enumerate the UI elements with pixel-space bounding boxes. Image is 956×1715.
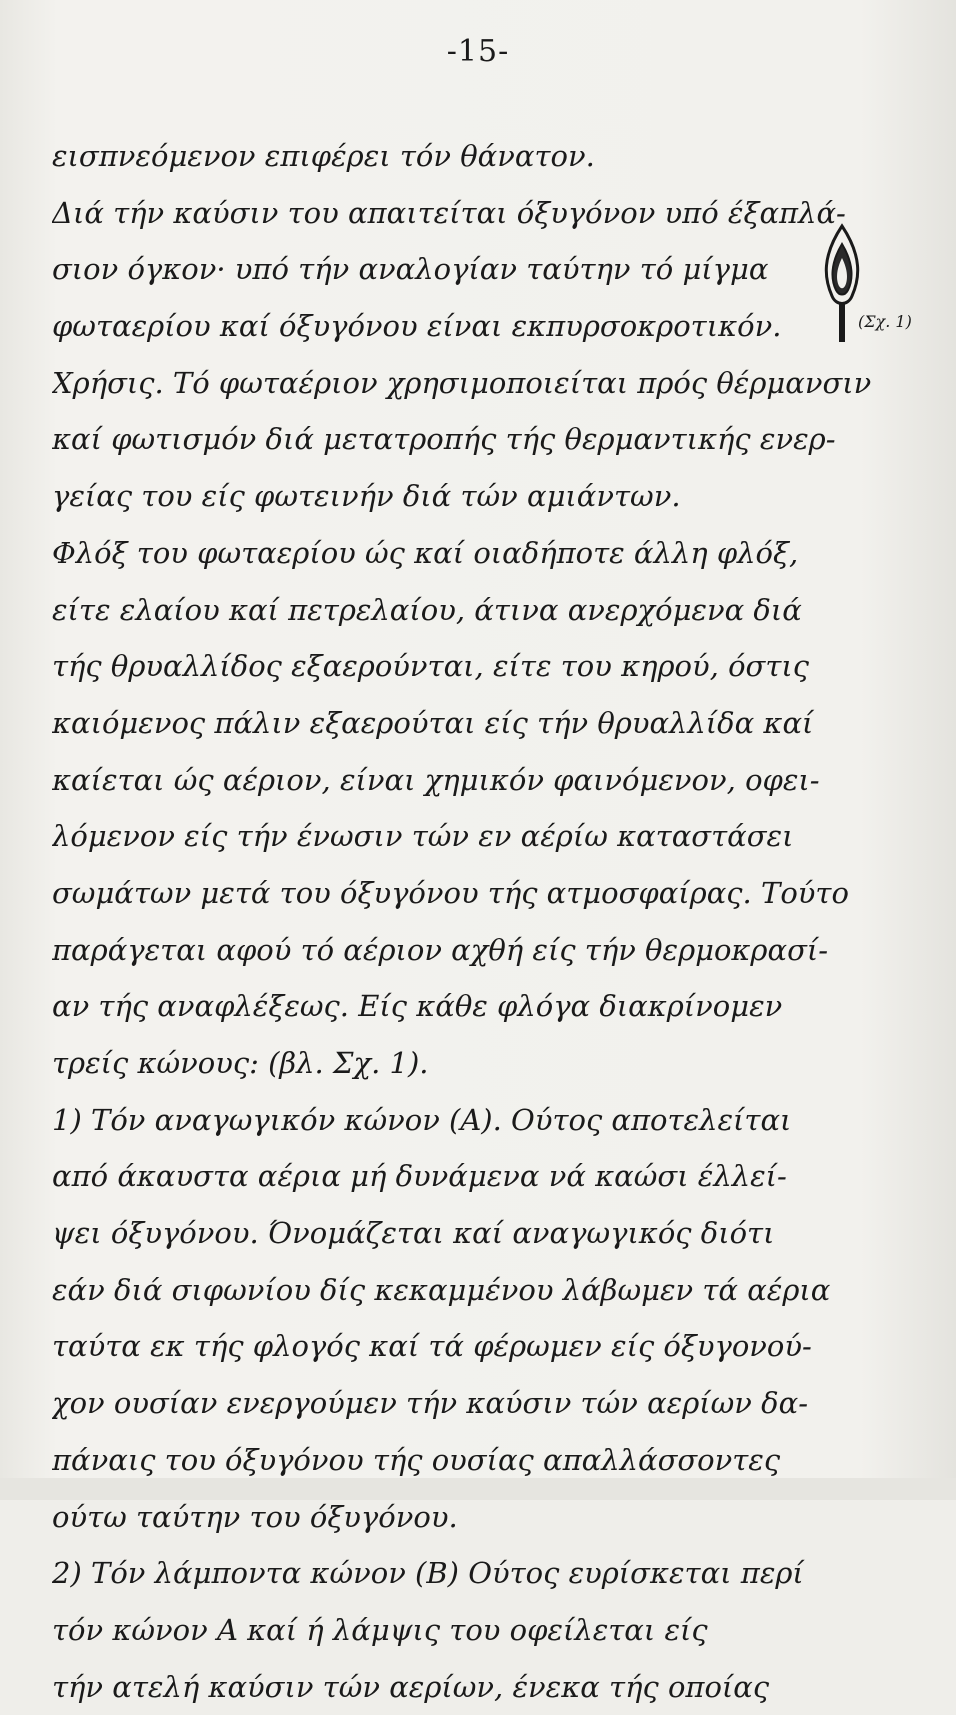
text-line: πάναις του όξυγόνου τής ουσίας απαλλάσσοντες bbox=[52, 1442, 781, 1477]
text-line: καίεται ώς αέριον, είναι χημικόν φαινόμενον, οφει- bbox=[52, 762, 820, 797]
text-line: χον ουσίαν ενεργούμεν τήν καύσιν τών αερίων δα- bbox=[52, 1386, 808, 1421]
text-line: αν τής αναφλέξεως. Είς κάθε φλόγα διακρίνομεν bbox=[52, 989, 783, 1024]
text-line: λόμενον είς τήν ένωσιν τών εν αέρίω καταστάσει bbox=[52, 819, 794, 854]
text-line: εάν διά σιφωνίου δίς κεκαμμένου λάβωμεν τά αέρια bbox=[52, 1272, 831, 1307]
text-line: εισπνεόμενον επιφέρει τόν θάνατον. bbox=[52, 139, 595, 173]
text-line: καιόμενος πάλιν εξαερούται είς τήν θρυαλλίδα καί bbox=[52, 705, 814, 740]
text-line: είτε ελαίου καί πετρελαίου, άτινα ανερχόμενα διά bbox=[52, 592, 802, 627]
text-line: Φλόξ του φωταερίου ώς καί οιαδήποτε άλλη φλόξ, bbox=[52, 535, 799, 570]
text-line: ψει όξυγόνου. Όνομάζεται καί αναγωγικός διότι bbox=[52, 1216, 775, 1251]
text-line: σιον όγκον· υπό τήν αναλογίαν ταύτην τό μίγμα bbox=[52, 252, 769, 287]
text-line: ταύτα εκ τής φλογός καί τά φέρωμεν είς όξυγονού- bbox=[52, 1329, 812, 1364]
page-number: -15- bbox=[446, 34, 510, 69]
text-line: 1) Τόν αναγωγικόν κώνον (Α). Ούτος αποτελείται bbox=[52, 1102, 792, 1137]
figure-label: (Σχ. 1) bbox=[858, 312, 912, 331]
text-line: σωμάτων μετά του όξυγόνου τής ατμοσφαίρας. Τούτο bbox=[52, 875, 849, 910]
body-text bbox=[52, 128, 882, 1715]
text-line: ούτω ταύτην του όξυγόνου. bbox=[52, 1499, 458, 1534]
scan-edge bbox=[0, 1478, 956, 1500]
text-line: καί φωτισμόν διά μετατροπής τής θερμαντικής ενερ- bbox=[52, 422, 836, 457]
text-line: γείας του είς φωτεινήν διά τών αμιάντων. bbox=[52, 479, 681, 514]
text-line: Χρήσις. Τό φωταέριον χρησιμοποιείται πρός θέρμανσιν bbox=[52, 365, 872, 400]
text-line: τήν ατελή καύσιν τών αερίων, ένεκα τής οποίας bbox=[52, 1669, 770, 1704]
text-line: φωταερίου καί όξυγόνου είναι εκπυρσοκροτικόν. bbox=[52, 309, 782, 344]
text-line: από άκαυστα αέρια μή δυνάμενα νά καώσι έλλεί- bbox=[52, 1159, 787, 1194]
text-line: 2) Τόν λάμποντα κώνον (Β) Ούτος ευρίσκεται περί bbox=[52, 1556, 804, 1591]
text-line: Διά τήν καύσιν του απαιτείται όξυγόνον υπό έξαπλά- bbox=[52, 195, 846, 230]
text-line: παράγεται αφού τό αέριον αχθή είς τήν θερμοκρασί- bbox=[52, 932, 829, 967]
text-line: τόν κώνον Α καί ή λάμψις του οφείλεται είς bbox=[52, 1612, 708, 1647]
text-line: τής θρυαλλίδος εξαερούνται, είτε του κηρού, όστις bbox=[52, 649, 809, 684]
text-line: τρείς κώνους: (βλ. Σχ. 1). bbox=[52, 1046, 429, 1080]
